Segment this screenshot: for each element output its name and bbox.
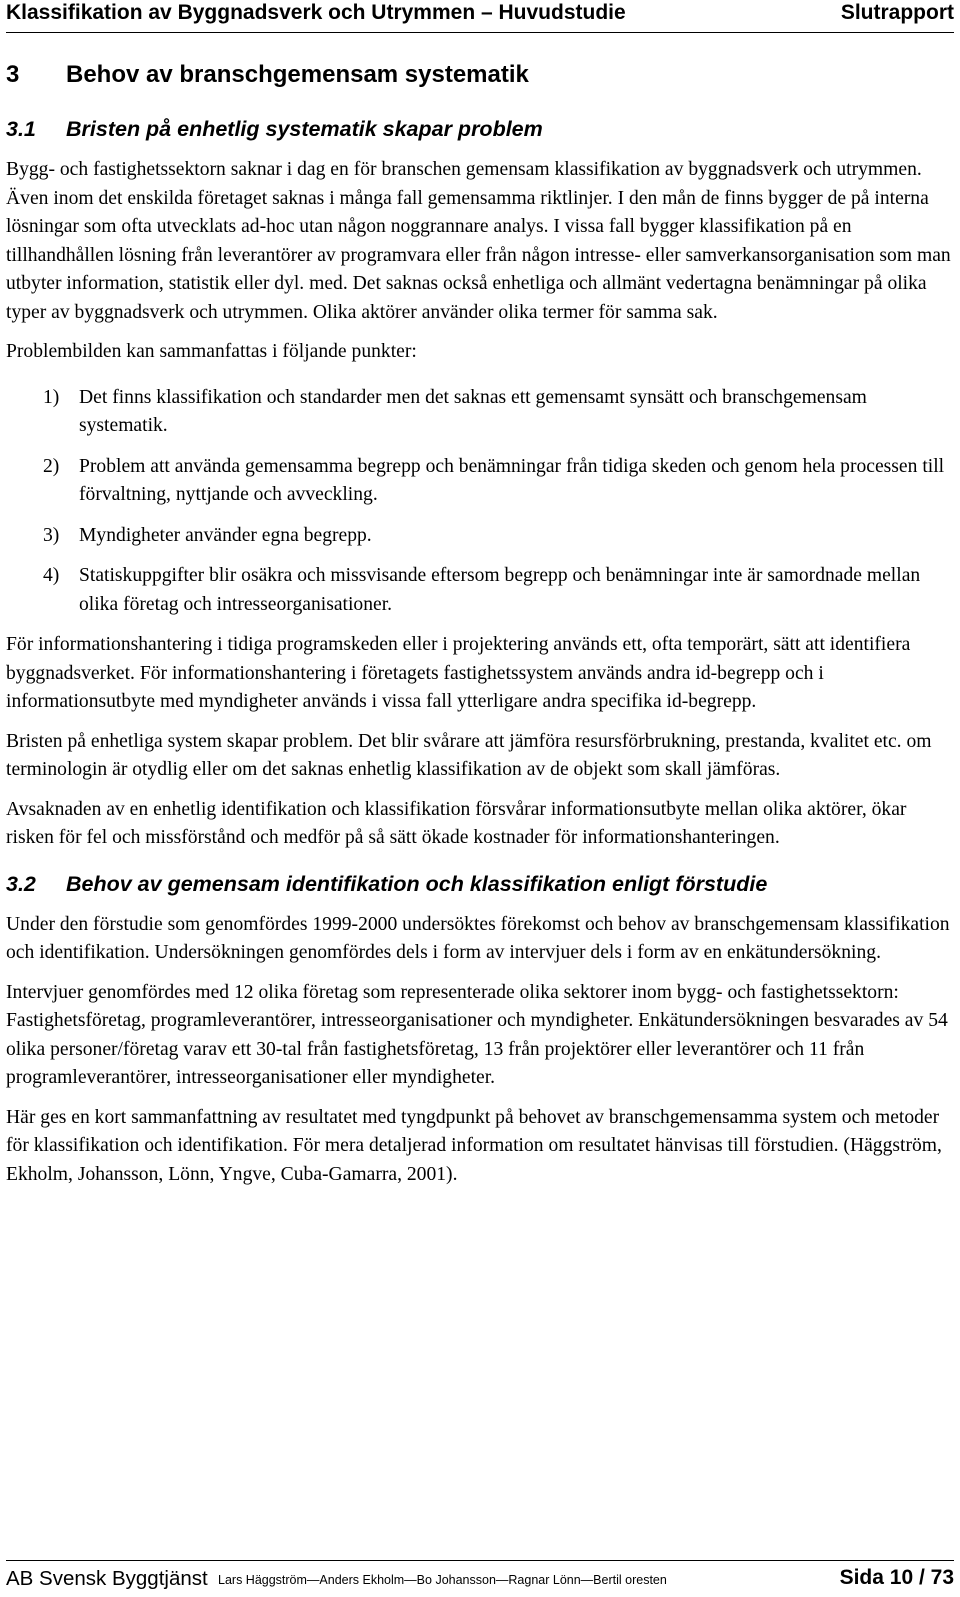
list-item-text: Det finns klassifikation och standarder men det saknas ett gemensamt synsätt och branschgemensam systematik. <box>79 386 867 436</box>
header-doc-type: Slutrapport <box>840 1 954 24</box>
paragraph: Avsaknaden av en enhetlig identifikation och klassifikation försvårar informationsutbyte mellan olika aktörer, ökar risken för fel och missförstånd och medför på så sätt ökade kostnader för informationshanteringen. <box>6 798 907 848</box>
section-3-1-number: 3.1 <box>6 117 36 141</box>
list-item-number: 3) <box>43 524 60 546</box>
paragraph: Intervjuer genomfördes med 12 olika företag som representerade olika sektorer inom bygg- och fastighetssektorn: Fastighetsföretag, programleverantörer, intresseorganisationer och myndigheter. Enkätundersökningen besvarades av 54 olika personer/företag varav ett 30-tal från fastighetsföretag, 13 från projektörer eller leverantörer och 11 från programleverantörer, intresseorganisationer eller myndigheter. <box>6 981 948 1088</box>
footer-authors: Lars Häggström—Anders Ekholm—Bo Johansson—Ragnar Lönn—Bertil oresten <box>218 1573 667 1587</box>
header-title: Klassifikation av Byggnadsverk och Utrymmen – Huvudstudie <box>6 1 626 24</box>
list-item <box>6 562 954 619</box>
list-item-number: 1) <box>43 386 60 408</box>
section-3-2-number: 3.2 <box>6 871 36 896</box>
section-3-2-heading <box>6 869 954 899</box>
list-item-text: Myndigheter använder egna begrepp. <box>79 524 372 546</box>
page-header <box>6 0 954 33</box>
page-content <box>6 58 954 1200</box>
list-item <box>6 522 954 551</box>
paragraph: Problembilden kan sammanfattas i följande punkter: <box>6 341 417 362</box>
list-item-number: 4) <box>43 565 60 586</box>
page-number: Sida 10 / 73 <box>839 1566 954 1589</box>
list-item-text: Statiskuppgifter blir osäkra och missvisande eftersom begrepp och benämningar inte är samordnade mellan olika företag och intresseorganisationer. <box>79 565 921 615</box>
paragraph: Här ges en kort sammanfattning av resultatet med tyngdpunkt på behovet av branschgemensamma system och metoder för klassifikation och identifikation. För mera detaljerad information om resultatet hänvisas till förstudien. (Häggström, Ekholm, Johansson, Lönn, Yngve, Cuba-Gamarra, 2001). <box>6 1106 942 1185</box>
list-item-number: 2) <box>43 455 60 477</box>
paragraph: Bygg- och fastighetssektorn saknar i dag en för branschen gemensam klassifikation av byggnadsverk och utrymmen. Även inom det enskilda företaget saknas i många fall gemensamma riktlinjer. I den mån de finns bygger de på interna lösningar som ofta utvecklats ad-hoc utan någon noggrannare analys. I vissa fall bygger klassifikation på en tillhandhållen lösning från leverantörer av programvara eller från någon intresse- eller samverkansorganisation som man utbyter information, statistik eller dyl. med. Det saknas också enhetliga och allmänt vedertagna benämningar på olika typer av byggnadsverk och utrymmen. Olika aktörer använder olika termer för samma sak. <box>6 159 951 323</box>
page-footer <box>6 1560 954 1595</box>
paragraph: Under den förstudie som genomfördes 1999-2000 undersöktes förekomst och behov av branschgemensam klassifikation och identifikation. Undersökningen genomfördes dels i form av intervjuer dels i form av en enkätundersökning. <box>6 913 950 963</box>
list-item-text: Problem att använda gemensamma begrepp och benämningar från tidiga skeden och genom hela processen till förvaltning, nyttjande och avveckling. <box>79 455 945 505</box>
problem-list <box>6 384 954 620</box>
list-item <box>6 384 954 441</box>
section-3-2-title: Behov av gemensam identifikation och klassifikation enligt förstudie <box>66 871 768 896</box>
section-3-title: Behov av branschgemensam systematik <box>66 61 529 88</box>
paragraph: För informationshantering i tidiga programskeden eller i projektering används ett, ofta temporärt, sätt att identifiera byggnadsverket. För informationshantering i företagets fastighetssystem används andra id-begrepp och i informationsutbyte med myndigheter används i vissa fall ytterligare andra specifika id-begrepp. <box>6 634 911 712</box>
section-3-1-heading <box>6 114 954 144</box>
paragraph: Bristen på enhetliga system skapar problem. Det blir svårare att jämföra resursförbrukning, prestanda, kvalitet etc. om terminologin är otydlig eller om det saknas enhetlig klassifikation av de objekt som skall jämföras. <box>6 730 932 780</box>
section-3-1-title: Bristen på enhetlig systematik skapar problem <box>66 117 543 141</box>
list-item <box>6 453 954 510</box>
footer-organization: AB Svensk Byggtjänst <box>6 1567 208 1590</box>
section-3-number: 3 <box>6 61 20 88</box>
section-3-heading <box>6 58 954 92</box>
